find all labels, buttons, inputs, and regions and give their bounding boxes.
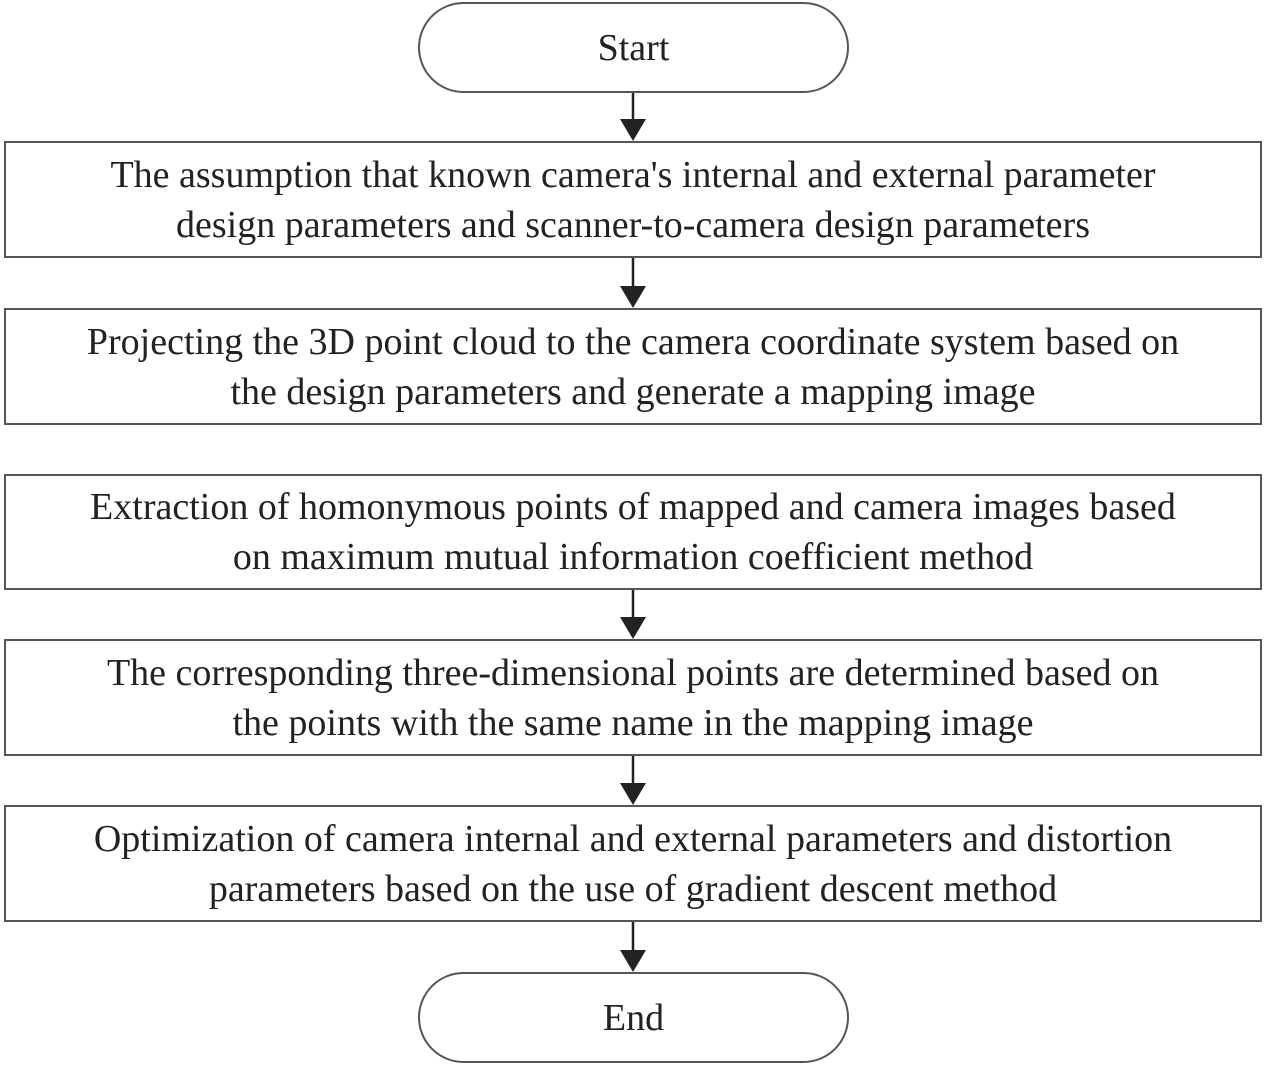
step-2-line-1: Projecting the 3D point cloud to the camera coordinate system based on [86, 320, 1180, 363]
step-3-line-2: on maximum mutual information coefficient method [232, 536, 1034, 578]
step-4-line-2: the points with the same name in the mapping image [232, 701, 1034, 744]
process-step-1 [4, 141, 1262, 258]
process-step-2 [4, 308, 1262, 425]
arrow-step-4-to-step-5 [620, 756, 646, 805]
arrow-step-5-to-end [620, 922, 646, 972]
step-5-line-1: Optimization of camera internal and external parameters and distortion [93, 817, 1173, 860]
end-label: End [602, 996, 665, 1039]
step-5-line-2: parameters based on the use of gradient descent method [208, 867, 1058, 910]
step-3-line-1: Extraction of homonymous points of mapped and camera images based [90, 486, 1176, 528]
arrow-step-1-to-step-2 [620, 258, 646, 308]
step-2-line-2: the design parameters and generate a mapping image [230, 370, 1036, 413]
process-step-4 [4, 639, 1262, 756]
step-1-line-2: design parameters and scanner-to-camera design parameters [176, 203, 1090, 246]
end-terminal [418, 972, 849, 1063]
start-terminal [418, 2, 849, 93]
start-label: Start [597, 26, 670, 69]
arrow-step-3-to-step-4 [620, 590, 646, 639]
arrow-start-to-step-1 [620, 93, 646, 141]
step-1-line-1: The assumption that known camera's internal and external parameter [110, 153, 1156, 196]
process-step-5 [4, 805, 1262, 922]
step-4-line-1: The corresponding three-dimensional points are determined based on [106, 651, 1160, 694]
process-step-3 [4, 474, 1262, 590]
